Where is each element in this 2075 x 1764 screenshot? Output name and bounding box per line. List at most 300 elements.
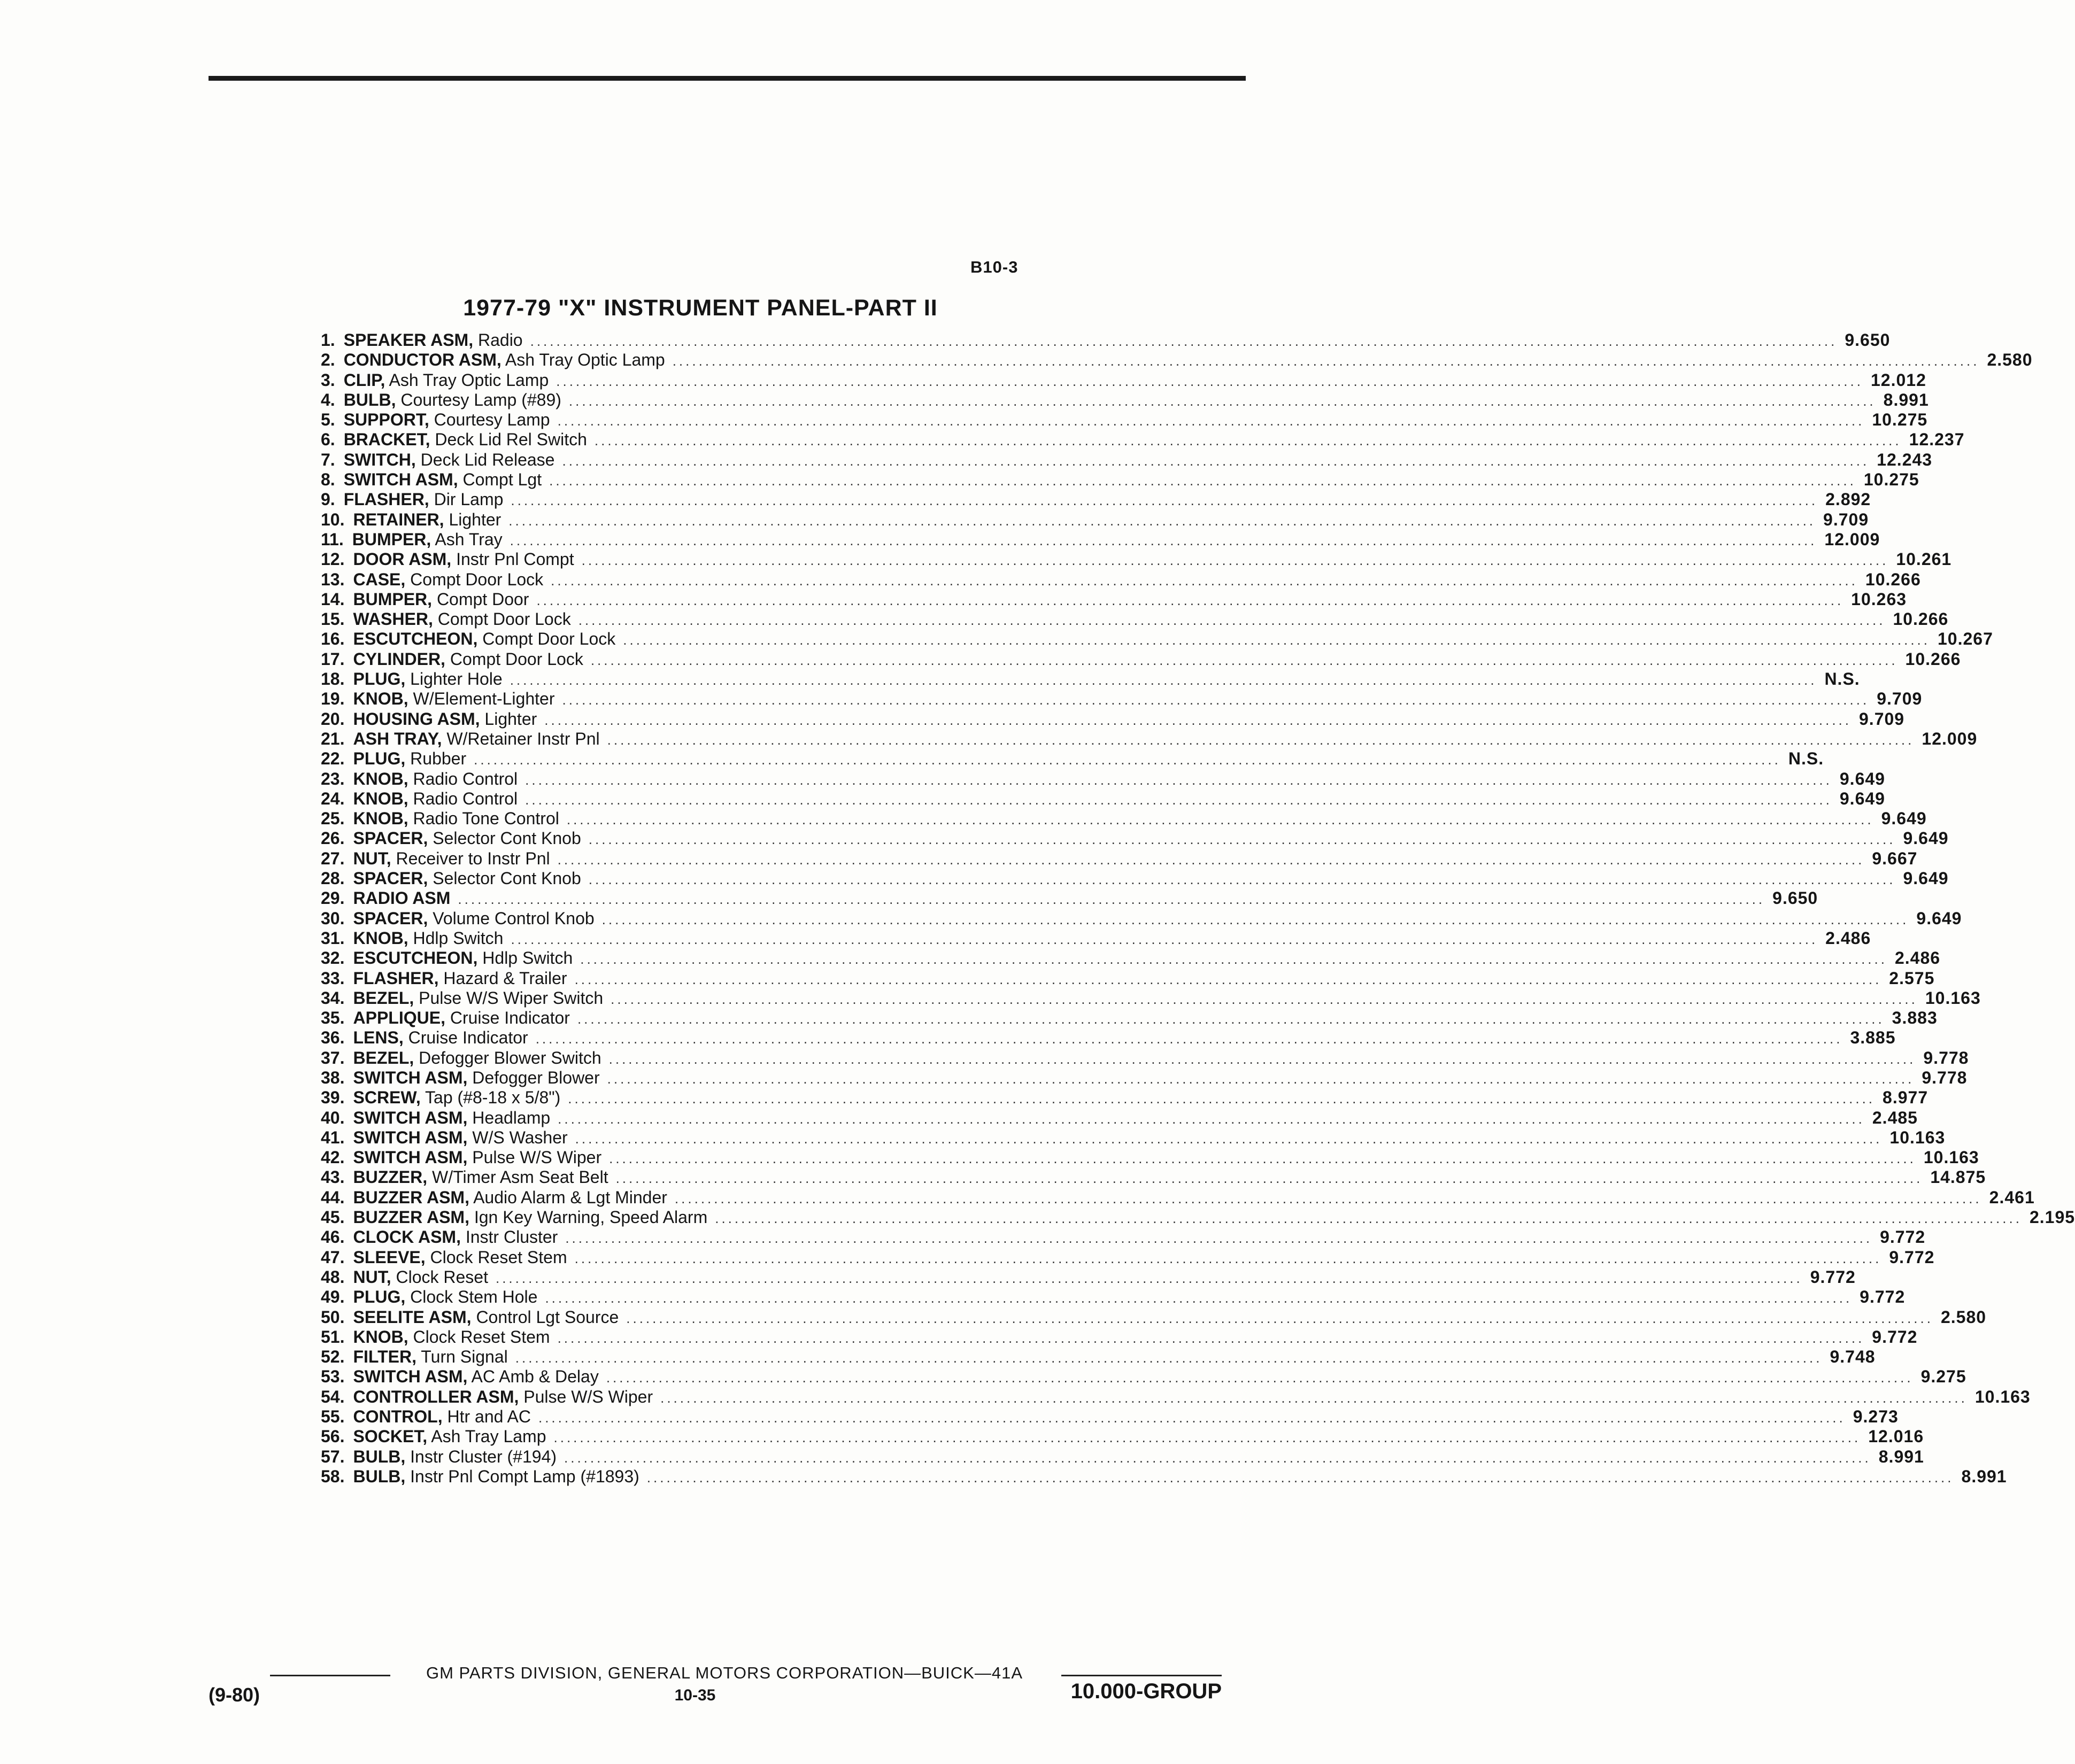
- item-part-group-number: 12.237: [1909, 430, 1965, 450]
- item-description: [353, 609, 570, 629]
- leader-dots: ........................................................................................................................................................................................................: [577, 1011, 1885, 1027]
- item-description: [353, 1347, 507, 1367]
- item-part-group-number: 9.772: [1889, 1247, 1935, 1267]
- leader-dots: ........................................................................................................................................................................................................: [607, 1070, 1915, 1087]
- item-number: 58.: [321, 1466, 345, 1486]
- item-part-name: CONTROLLER ASM,: [353, 1387, 519, 1406]
- item-number: 7.: [321, 450, 335, 469]
- item-detail: Turn Signal: [421, 1347, 508, 1367]
- item-number: 48.: [321, 1267, 345, 1287]
- item-part-group-number: 9.778: [1922, 1067, 1968, 1087]
- item-number: 50.: [321, 1307, 345, 1327]
- item-detail: Radio Control: [413, 769, 518, 788]
- list-item: [321, 709, 1905, 729]
- item-number: 39.: [321, 1088, 345, 1108]
- item-number: 45.: [321, 1208, 345, 1227]
- item-detail: AC Amb & Delay: [471, 1367, 599, 1387]
- item-detail: Instr Cluster (#194): [410, 1446, 557, 1466]
- list-item: [321, 1407, 1899, 1427]
- list-item: [321, 928, 1871, 948]
- item-description: [353, 510, 501, 530]
- item-description: [344, 370, 549, 390]
- leader-dots: ........................................................................................................................................................................................................: [535, 1031, 1843, 1047]
- item-part-name: SEELITE ASM,: [353, 1307, 472, 1327]
- item-detail: Compt Lgt: [462, 470, 542, 490]
- item-description: [353, 829, 581, 848]
- item-detail: Clock Reset: [396, 1267, 488, 1287]
- item-number: 23.: [321, 769, 345, 788]
- item-part-name: SWITCH ASM,: [353, 1367, 468, 1387]
- footer-date: (9-80): [209, 1684, 260, 1706]
- item-number: 40.: [321, 1108, 345, 1127]
- leader-dots: ........................................................................................................................................................................................................: [562, 452, 1870, 469]
- item-detail: Compt Door Lock: [437, 609, 571, 629]
- leader-dots: ........................................................................................................................................................................................................: [511, 492, 1818, 509]
- leader-dots: ........................................................................................................................................................................................................: [474, 752, 1781, 768]
- item-description: [353, 1467, 639, 1487]
- page-title: 1977-79 "X" INSTRUMENT PANEL-PART II: [463, 295, 938, 321]
- item-description: [353, 1148, 601, 1167]
- item-part-name: CONTROL,: [353, 1407, 443, 1427]
- list-item: [321, 1067, 1968, 1088]
- item-number: 24.: [321, 788, 345, 808]
- item-part-group-number: 12.012: [1870, 370, 1926, 390]
- item-number: 33.: [321, 968, 345, 988]
- list-item: [321, 350, 2033, 370]
- item-description: [353, 1267, 488, 1287]
- leader-dots: ........................................................................................................................................................................................................: [608, 1050, 1916, 1067]
- list-item: [321, 330, 1891, 350]
- item-part-name: FILTER,: [353, 1347, 416, 1367]
- leader-dots: ........................................................................................................................................................................................................: [525, 791, 1832, 808]
- item-part-group-number: 10.275: [1863, 470, 1919, 490]
- item-part-group-number: 9.667: [1872, 848, 1918, 868]
- item-detail: Hazard & Trailer: [443, 968, 567, 988]
- item-part-group-number: 9.772: [1810, 1267, 1856, 1287]
- item-number: 9.: [321, 490, 335, 509]
- item-number: 46.: [321, 1227, 345, 1247]
- list-item: [321, 788, 1885, 809]
- item-detail: Selector Cont Knob: [433, 829, 581, 848]
- item-part-name: NUT,: [353, 848, 391, 868]
- item-part-name: KNOB,: [353, 928, 408, 948]
- item-description: [353, 809, 559, 829]
- item-number: 32.: [321, 948, 345, 968]
- list-item: [321, 1208, 2075, 1227]
- list-item: [321, 529, 1880, 550]
- item-description: [353, 1248, 567, 1267]
- item-number: 56.: [321, 1427, 345, 1446]
- item-number: 41.: [321, 1127, 345, 1147]
- list-item: [321, 1167, 1986, 1187]
- item-part-name: FLASHER,: [343, 490, 429, 509]
- top-rule: [209, 76, 1246, 81]
- list-item: [321, 1247, 1935, 1267]
- item-number: 22.: [321, 749, 345, 769]
- item-description: [353, 1167, 608, 1187]
- item-number: 20.: [321, 709, 345, 729]
- leader-dots: ........................................................................................................................................................................................................: [538, 1410, 1846, 1426]
- leader-dots: ........................................................................................................................................................................................................: [565, 1230, 1873, 1247]
- list-item: [321, 490, 1871, 509]
- item-part-name: CLOCK ASM,: [353, 1227, 461, 1247]
- item-detail: Receiver to Instr Pnl: [396, 848, 550, 868]
- item-part-group-number: N.S.: [1788, 749, 1824, 769]
- item-number: 53.: [321, 1367, 345, 1387]
- item-part-name: BRACKET,: [343, 430, 430, 450]
- item-part-name: SPACER,: [353, 908, 428, 928]
- leader-dots: ........................................................................................................................................................................................................: [623, 632, 1930, 648]
- item-description: [353, 550, 574, 569]
- item-part-name: HOUSING ASM,: [353, 709, 480, 729]
- leader-dots: ........................................................................................................................................................................................................: [510, 672, 1817, 688]
- item-part-group-number: 2.485: [1872, 1108, 1918, 1127]
- item-part-group-number: 9.709: [1823, 509, 1869, 529]
- item-part-name: CONDUCTOR ASM,: [343, 350, 502, 370]
- item-number: 57.: [321, 1446, 345, 1466]
- item-part-group-number: 9.275: [1920, 1367, 1966, 1387]
- item-part-group-number: 10.266: [1893, 609, 1949, 629]
- item-detail: Ash Tray Optic Lamp: [389, 370, 549, 390]
- item-part-group-number: 9.772: [1880, 1227, 1926, 1247]
- leader-dots: ........................................................................................................................................................................................................: [525, 771, 1832, 788]
- item-number: 6.: [321, 430, 335, 450]
- item-description: [353, 869, 581, 888]
- leader-dots: ........................................................................................................................................................................................................: [530, 333, 1838, 349]
- leader-dots: ........................................................................................................................................................................................................: [575, 1130, 1883, 1147]
- leader-dots: ........................................................................................................................................................................................................: [588, 831, 1896, 848]
- item-part-name: PLUG,: [353, 749, 406, 769]
- item-part-group-number: 9.709: [1859, 709, 1905, 729]
- item-part-group-number: 3.883: [1892, 1008, 1938, 1028]
- item-part-group-number: 2.892: [1825, 490, 1871, 509]
- item-number: 11.: [321, 529, 344, 549]
- item-detail: Defogger Blower: [472, 1067, 600, 1087]
- item-part-name: KNOB,: [353, 769, 408, 788]
- list-item: [321, 1427, 1924, 1446]
- list-item: [321, 908, 1962, 929]
- item-part-group-number: 9.778: [1923, 1048, 1969, 1067]
- leader-dots: ........................................................................................................................................................................................................: [607, 731, 1915, 748]
- leader-dots: ........................................................................................................................................................................................................: [511, 931, 1818, 947]
- leader-dots: ........................................................................................................................................................................................................: [536, 592, 1844, 608]
- item-detail: Compt Door Lock: [410, 569, 544, 589]
- item-part-name: RADIO ASM: [353, 888, 451, 908]
- item-part-name: APPLIQUE,: [353, 1008, 445, 1028]
- item-part-name: BULB,: [343, 390, 396, 409]
- item-description: [344, 450, 555, 470]
- list-item: [321, 1048, 1969, 1068]
- item-description: [353, 988, 603, 1008]
- leader-dots: ........................................................................................................................................................................................................: [578, 612, 1886, 629]
- item-part-group-number: 9.650: [1772, 888, 1818, 908]
- leader-dots: ........................................................................................................................................................................................................: [715, 1210, 2022, 1227]
- footer-publisher: GM PARTS DIVISION, GENERAL MOTORS CORPORATION—BUICK—41A: [426, 1664, 1023, 1682]
- item-detail: Pulse W/S Wiper: [472, 1148, 602, 1167]
- item-part-name: CYLINDER,: [353, 649, 445, 669]
- item-description: [353, 1088, 560, 1108]
- leader-dots: ........................................................................................................................................................................................................: [615, 1170, 1923, 1187]
- item-detail: Cruise Indicator: [450, 1008, 570, 1028]
- item-detail: Control Lgt Source: [476, 1307, 619, 1327]
- item-part-name: BUZZER,: [353, 1167, 428, 1187]
- item-detail: Deck Lid Rel Switch: [435, 430, 587, 450]
- leader-dots: ........................................................................................................................................................................................................: [553, 1429, 1861, 1446]
- list-item: [321, 1028, 1896, 1048]
- item-description: [353, 570, 543, 590]
- list-item: [321, 509, 1869, 530]
- item-detail: Radio Tone Control: [413, 809, 559, 829]
- item-part-name: PLUG,: [353, 669, 406, 689]
- list-item: [321, 968, 1935, 988]
- item-part-group-number: 9.772: [1872, 1327, 1918, 1347]
- item-description: [353, 909, 594, 929]
- item-part-name: FLASHER,: [353, 968, 439, 988]
- item-description: [353, 1208, 707, 1227]
- item-description: [353, 769, 518, 789]
- list-item: [321, 1127, 1946, 1148]
- item-number: 51.: [321, 1327, 345, 1347]
- item-number: 30.: [321, 908, 345, 928]
- leader-dots: ........................................................................................................................................................................................................: [672, 353, 1980, 369]
- leader-dots: ........................................................................................................................................................................................................: [545, 1290, 1853, 1306]
- item-number: 16.: [321, 629, 345, 649]
- item-number: 31.: [321, 928, 345, 948]
- section-ref-code: B10-3: [970, 258, 1019, 276]
- item-detail: Tap (#8-18 x 5/8"): [425, 1088, 561, 1108]
- item-detail: Defogger Blower Switch: [419, 1048, 601, 1067]
- item-part-name: DOOR ASM,: [353, 550, 452, 569]
- item-part-name: KNOB,: [353, 788, 408, 808]
- item-part-group-number: N.S.: [1824, 669, 1860, 689]
- item-description: [353, 969, 567, 988]
- list-item: [321, 569, 1921, 590]
- item-part-name: CLIP,: [343, 370, 385, 390]
- item-description: [353, 1227, 558, 1247]
- item-part-group-number: 12.009: [1922, 729, 1978, 748]
- item-detail: W/Timer Asm Seat Belt: [432, 1167, 608, 1187]
- list-item: [321, 1387, 2031, 1407]
- item-number: 21.: [321, 729, 345, 748]
- item-description: [353, 629, 615, 649]
- item-part-name: WASHER,: [353, 609, 433, 629]
- item-detail: Radio: [477, 330, 523, 350]
- item-detail: Instr Pnl Compt Lamp (#1893): [410, 1466, 639, 1486]
- item-part-name: CASE,: [353, 569, 406, 589]
- item-part-group-number: 10.163: [1974, 1387, 2031, 1406]
- item-description: [353, 1367, 598, 1387]
- list-item: [321, 1088, 1929, 1108]
- item-detail: Ign Key Warning, Speed Alarm: [474, 1208, 708, 1227]
- item-description: [353, 849, 550, 869]
- item-detail: Radio Control: [413, 788, 518, 808]
- list-item: [321, 869, 1949, 888]
- item-description: [344, 350, 665, 370]
- list-item: [321, 1367, 1966, 1387]
- item-part-name: KNOB,: [353, 689, 408, 709]
- item-part-group-number: 2.486: [1894, 948, 1941, 968]
- item-number: 18.: [321, 669, 345, 689]
- footer-rule-right: [1061, 1675, 1222, 1676]
- item-number: 14.: [321, 589, 345, 609]
- leader-dots: ........................................................................................................................................................................................................: [646, 1469, 1954, 1486]
- item-description: [353, 1108, 550, 1128]
- item-part-name: LENS,: [353, 1028, 404, 1048]
- item-description: [344, 430, 587, 450]
- item-number: 43.: [321, 1167, 345, 1187]
- item-part-name: BUZZER ASM,: [353, 1187, 469, 1207]
- item-part-group-number: 9.748: [1830, 1347, 1876, 1367]
- item-part-name: ESCUTCHEON,: [353, 948, 478, 968]
- item-detail: W/Retainer Instr Pnl: [446, 729, 600, 748]
- item-description: [353, 1048, 601, 1068]
- item-part-group-number: 2.461: [1989, 1187, 2035, 1207]
- leader-dots: ........................................................................................................................................................................................................: [566, 811, 1874, 828]
- item-part-name: BUMPER,: [353, 589, 433, 609]
- list-item: [321, 669, 1860, 689]
- leader-dots: ........................................................................................................................................................................................................: [609, 1150, 1916, 1167]
- leader-dots: ........................................................................................................................................................................................................: [626, 1310, 1933, 1326]
- item-part-name: NUT,: [353, 1267, 391, 1287]
- item-part-group-number: 10.266: [1865, 569, 1921, 589]
- list-item: [321, 370, 1926, 390]
- item-part-group-number: 10.263: [1851, 589, 1907, 609]
- leader-dots: ........................................................................................................................................................................................................: [568, 1090, 1876, 1107]
- item-description: [353, 1427, 546, 1446]
- item-description: [353, 789, 518, 809]
- item-detail: Dir Lamp: [434, 490, 504, 509]
- list-item: [321, 829, 1949, 848]
- item-detail: Courtesy Lamp: [434, 410, 550, 430]
- item-detail: Instr Cluster: [465, 1227, 558, 1247]
- item-detail: W/S Washer: [472, 1127, 568, 1147]
- footer-page-number: 10-35: [674, 1686, 716, 1704]
- item-part-group-number: 10.163: [1923, 1148, 1979, 1167]
- item-part-group-number: 9.649: [1881, 809, 1927, 829]
- item-description: [353, 1068, 599, 1088]
- item-detail: Deck Lid Release: [420, 450, 555, 469]
- leader-dots: ........................................................................................................................................................................................................: [588, 871, 1896, 888]
- item-description: [353, 1287, 537, 1307]
- item-number: 37.: [321, 1048, 345, 1067]
- leader-dots: ........................................................................................................................................................................................................: [558, 1110, 1865, 1127]
- item-part-name: SUPPORT,: [343, 410, 429, 430]
- leader-dots: ........................................................................................................................................................................................................: [549, 473, 1856, 489]
- item-part-group-number: 2.195: [2029, 1208, 2075, 1227]
- list-item: [321, 1446, 1924, 1467]
- item-part-group-number: 2.575: [1889, 968, 1935, 988]
- list-item: [321, 749, 1824, 769]
- item-number: 34.: [321, 988, 345, 1008]
- item-description: [352, 530, 503, 550]
- list-item: [321, 649, 1961, 669]
- leader-dots: ........................................................................................................................................................................................................: [590, 652, 1898, 668]
- item-part-name: SOCKET,: [353, 1427, 428, 1446]
- list-item: [321, 1227, 1926, 1247]
- item-description: [344, 330, 523, 350]
- item-part-name: SPACER,: [353, 829, 428, 848]
- item-part-group-number: 8.991: [1883, 390, 1929, 409]
- item-description: [344, 490, 504, 509]
- item-part-group-number: 9.709: [1877, 689, 1923, 709]
- item-part-name: BEZEL,: [353, 988, 414, 1008]
- item-part-name: BULB,: [353, 1446, 406, 1466]
- item-detail: Ash Tray Optic Lamp: [505, 350, 665, 370]
- item-number: 4.: [321, 390, 335, 409]
- item-number: 10.: [321, 509, 345, 529]
- list-item: [321, 550, 1952, 569]
- item-part-group-number: 9.649: [1839, 788, 1885, 808]
- item-description: [353, 1128, 567, 1148]
- item-part-name: PLUG,: [353, 1287, 406, 1307]
- item-number: 3.: [321, 370, 335, 390]
- leader-dots: ........................................................................................................................................................................................................: [660, 1389, 1968, 1406]
- item-detail: Lighter: [449, 509, 502, 529]
- item-number: 28.: [321, 869, 345, 888]
- leader-dots: ........................................................................................................................................................................................................: [594, 432, 1902, 449]
- footer-rule-left: [270, 1675, 390, 1676]
- item-number: 5.: [321, 410, 335, 430]
- list-item: [321, 1347, 1876, 1367]
- item-detail: Compt Door Lock: [450, 649, 583, 669]
- item-description: [353, 590, 529, 609]
- item-description: [353, 709, 537, 729]
- item-number: 19.: [321, 689, 345, 709]
- leader-dots: ........................................................................................................................................................................................................: [580, 951, 1887, 968]
- item-part-group-number: 9.772: [1860, 1287, 1906, 1307]
- item-detail: Volume Control Knob: [433, 908, 595, 928]
- list-item: [321, 769, 1885, 789]
- leader-dots: ........................................................................................................................................................................................................: [515, 1350, 1823, 1366]
- item-part-group-number: 10.267: [1938, 629, 1993, 649]
- item-description: [344, 470, 542, 490]
- item-part-group-number: 9.273: [1853, 1407, 1899, 1427]
- item-description: [353, 649, 583, 669]
- item-part-group-number: 2.580: [1940, 1307, 1987, 1327]
- item-detail: Clock Reset Stem: [413, 1327, 550, 1347]
- item-detail: Headlamp: [472, 1108, 551, 1127]
- item-detail: Ash Tray: [435, 529, 503, 549]
- item-number: 26.: [321, 829, 345, 848]
- item-number: 42.: [321, 1148, 345, 1167]
- item-detail: Clock Stem Hole: [410, 1287, 538, 1307]
- item-part-group-number: 12.016: [1868, 1427, 1924, 1446]
- item-detail: Compt Door Lock: [482, 629, 616, 649]
- item-number: 17.: [321, 649, 345, 669]
- item-detail: Courtesy Lamp (#89): [400, 390, 561, 409]
- item-part-name: BUMPER,: [352, 529, 431, 549]
- item-detail: Hdlp Switch: [413, 928, 504, 948]
- item-number: 44.: [321, 1187, 345, 1207]
- list-item: [321, 1187, 2035, 1208]
- list-item: [321, 609, 1949, 629]
- item-number: 47.: [321, 1247, 345, 1267]
- leader-dots: ........................................................................................................................................................................................................: [568, 392, 1876, 409]
- item-number: 54.: [321, 1387, 345, 1406]
- list-item: [321, 948, 1941, 968]
- item-detail: Pulse W/S Wiper: [523, 1387, 653, 1406]
- list-item: [321, 1148, 1979, 1167]
- list-item: [321, 470, 1919, 490]
- leader-dots: ........................................................................................................................................................................................................: [574, 971, 1882, 987]
- item-part-name: SPACER,: [353, 869, 428, 888]
- item-number: 25.: [321, 809, 345, 829]
- item-number: 35.: [321, 1008, 345, 1028]
- item-detail: W/Element-Lighter: [413, 689, 555, 709]
- list-item: [321, 1108, 1918, 1128]
- item-part-group-number: 10.163: [1889, 1127, 1946, 1147]
- item-detail: Rubber: [410, 749, 467, 769]
